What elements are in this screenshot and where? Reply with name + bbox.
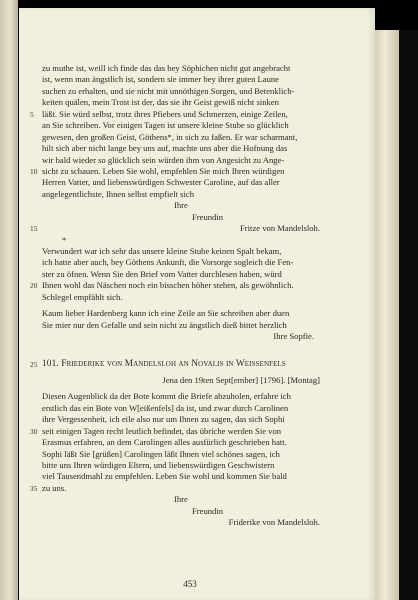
page-text-block	[30, 63, 320, 529]
text-line: wir bald wieder so glücklich sein würden ihm von Angesicht zu Ange-	[42, 154, 285, 165]
text-line: Erasmus erfahren, an dem Carolingen alles ausfürlich geschrieben hatt.	[42, 437, 287, 448]
letter-heading: 25 101. Friederike von Mandelsloh an Novalis in Weissenfels	[30, 358, 286, 369]
text-line: suchen zu erhalten, und sie nicht mit unnöthigen Sorgen, und Betenklich-	[42, 85, 295, 96]
line-number: 10	[30, 166, 38, 176]
text-line: Herren Vatter, und liebenswürdigen Schwester Caroline, auf das aller	[42, 177, 280, 188]
text-line: ist, wenn man ängstlich ist, sondern sie immer bey ihrer guten Laune	[42, 74, 279, 85]
closing-freundin: Freundin	[192, 505, 224, 516]
text-line: 10 sicht zu schauen. Leben Sie wohl, empfehlen Sie mich Ihren würdigen	[30, 165, 285, 176]
text-line: 35 zu uns.	[30, 482, 67, 493]
page-number: 453	[183, 579, 197, 589]
text-line: 30 seit einigen Tagen recht leutlich befindet, das übriche werden Sie von	[30, 425, 282, 436]
signature: Friderike von Mandelsloh.	[228, 517, 320, 528]
text-line: zu muthe ist, weill ich finde das das bey Söphichen nicht gut angebracht	[42, 63, 291, 73]
line-number: 25	[30, 359, 38, 369]
text-line: viel Tausendmahl zu empfehlen. Leben Sie wohl und kommen Sie bald	[42, 471, 287, 482]
closing-ihre: Ihre	[174, 494, 188, 505]
signature: 15 Fritze von Mandelsloh.	[30, 223, 320, 234]
text-line: angelegentlichste, Ihnen selbst empfielt sich	[42, 188, 195, 199]
text-line: 5 läßt. Sie würd selbst, trotz ihres Pfiebers und Schmerzen, einige Zeilen,	[30, 108, 288, 119]
text-line: Schlegel empfählt sich.	[42, 291, 123, 302]
text-line: 20 Ihnen wohl das Näschen noch ein bisschen höher stehen, als gewöhnlich.	[30, 280, 294, 291]
line-number: 20	[30, 281, 38, 291]
text-line: Verwundert war ich sehr das unsere kleine Stube keinen Spalt bekam,	[42, 246, 282, 256]
line-number: 35	[30, 483, 38, 493]
signature: Ihre Sopfie.	[273, 331, 314, 342]
text-line: Sophi läßt Sie [grüßen] Carolingen läßt Ihnen viel schönes sagen, ich	[42, 448, 280, 459]
text-line: ich hatte aber auch, bey Göthens Ankunft, die Vorsorge sogleich die Fen-	[42, 257, 294, 268]
text-line: Kaum lieber Hardenberg kann ich eine Zeile an Sie schreiben aber duen	[42, 308, 290, 319]
book-page-stack	[375, 30, 399, 600]
text-line: ster zu öfnen. Wenn Sie den Brief vom Vatter durchlesen haben, würd	[42, 268, 282, 279]
text-line: Sie mier nur den Gefalle und sein nicht zu ängstlich dieß bittet herzlich	[42, 319, 287, 330]
text-line: ihre Vergessenheit, ich eile also nur um Ihnen zu sagen, das sich Sophi	[42, 414, 285, 425]
text-line: hilt sich aber nicht lange bey uns auf, machte uns aber die Hofnung das	[42, 143, 288, 154]
facing-page-edge	[0, 0, 18, 600]
line-number: 30	[30, 426, 38, 436]
closing-ihre: Ihre	[174, 200, 188, 211]
text-line: keiten quälen, mein Trost ist der, das sie ihr Geist gewiß nicht sinken	[42, 97, 279, 108]
text-line: gewesen, den großen Geist, Göthens*, in sich zu faßen. Er war scharmant,	[42, 131, 298, 142]
line-number: 15	[30, 224, 38, 234]
line-number: 5	[30, 109, 34, 119]
text-line: an Sie schreiben. Vor einigen Tagen ist unsere kleine Stube so glücklich	[42, 120, 289, 131]
text-line: Diesen Augenblick da der Bote kommt die Briefe abzuholen, erfahre ich	[42, 391, 291, 402]
asterisk: *	[62, 234, 67, 245]
book-shadow	[399, 30, 418, 600]
text-line: bitte uns Ihren würdigen Eltern, und liebenswürdigen Geschwistern	[42, 460, 275, 470]
text-line: erstlich das ein Bote von W[eißenfels] da ist, und zwar durch Carolinen	[42, 402, 289, 413]
dateline: Jena den 19ten Sept[ember] [1796]. [Montag]	[162, 374, 320, 385]
closing-freundin: Freundin	[192, 211, 224, 222]
